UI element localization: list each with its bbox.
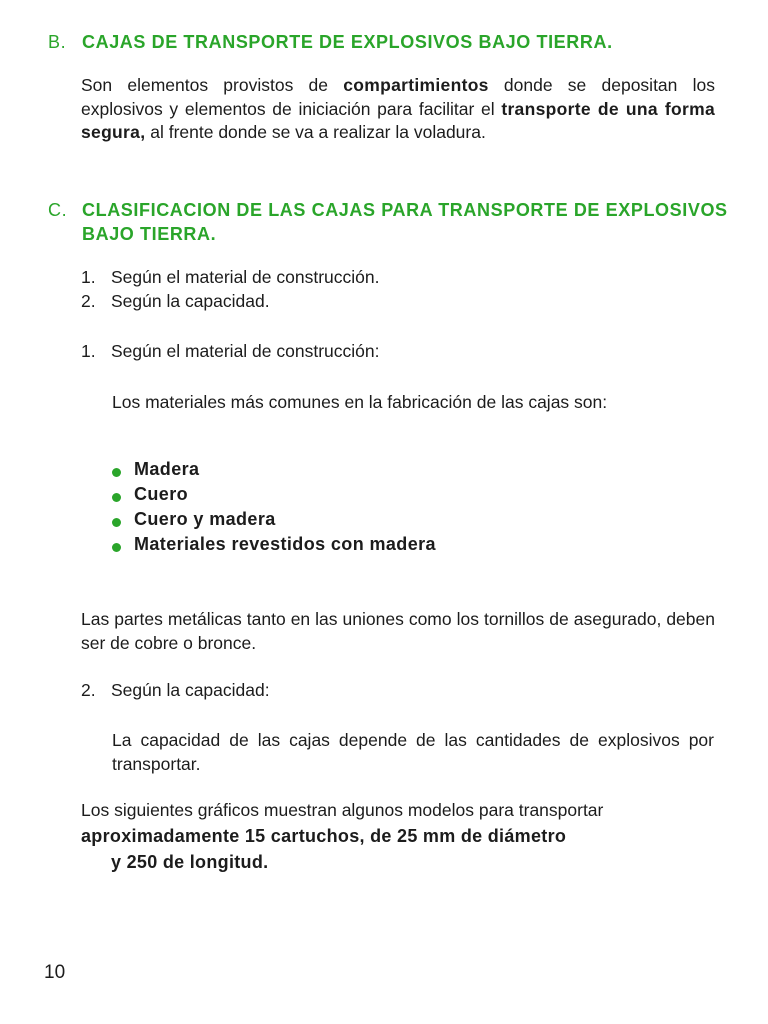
- final-text: Los siguientes gráficos muestran algunos modelos para transportar: [81, 800, 604, 820]
- final-paragraph: [81, 797, 715, 875]
- list-item: [81, 265, 379, 289]
- list-item-text: Según el material de construcción.: [111, 267, 380, 287]
- section-c-title: CLASIFICACION DE LAS CAJAS PARA TRANSPORTE DE EXPLOSIVOS BAJO TIERRA.: [82, 200, 728, 244]
- bullet-icon: [112, 493, 121, 502]
- bullet-icon: [112, 518, 121, 527]
- material-label: Materiales revestidos con madera: [134, 534, 436, 554]
- section-c-heading: [48, 198, 728, 246]
- list-item: [112, 457, 436, 482]
- subsection-2-number: 2.: [81, 680, 96, 700]
- list-item: [112, 532, 436, 557]
- list-item: [81, 289, 379, 313]
- materials-list: [112, 457, 436, 557]
- final-bold-1: aproximadamente 15 cartuchos, de 25 mm de diámetro: [81, 826, 567, 846]
- section-b-title: CAJAS DE TRANSPORTE DE EXPLOSIVOS BAJO TIERRA.: [82, 32, 613, 52]
- bullet-icon: [112, 468, 121, 477]
- section-c-letter: C.: [48, 200, 68, 220]
- section-b-bold-2: transporte de una forma segura,: [81, 98, 716, 142]
- classification-list: [81, 265, 379, 313]
- subsection-1-heading: [81, 339, 379, 363]
- material-label: Madera: [134, 459, 200, 479]
- section-b-text-2: donde se depositan los explosivos y elementos de iniciación para facilitar el: [81, 75, 715, 119]
- section-b-letter: B.: [48, 32, 67, 52]
- list-item: [112, 482, 436, 507]
- subsection-1-title: Según el material de construcción:: [111, 341, 380, 361]
- section-b-text-3: al frente donde se va a realizar la voladura.: [145, 122, 486, 142]
- bullet-icon: [112, 543, 121, 552]
- material-label: Cuero: [134, 484, 189, 504]
- section-b-text-1: Son elementos provistos de: [81, 75, 344, 95]
- page-number: 10: [44, 962, 66, 983]
- subsection-2-title: Según la capacidad:: [111, 680, 270, 700]
- list-item-number: 1.: [81, 267, 96, 287]
- material-label: Cuero y madera: [134, 509, 276, 529]
- final-bold-2: y 250 de longitud.: [111, 852, 269, 872]
- section-b-bold-1: compartimientos: [343, 75, 489, 95]
- subsection-2-heading: [81, 678, 270, 702]
- list-item: [112, 507, 436, 532]
- section-b-heading: [48, 30, 728, 54]
- section-b-paragraph: [81, 74, 715, 145]
- metal-parts-note: Las partes metálicas tanto en las uniones como los tornillos de asegurado, deben ser de cobre o bronce.: [81, 609, 715, 653]
- list-item-text: Según la capacidad.: [111, 291, 270, 311]
- capacity-text: La capacidad de las cajas depende de las cantidades de explosivos por transportar.: [112, 730, 714, 774]
- list-item-number: 2.: [81, 291, 96, 311]
- subsection-1-number: 1.: [81, 341, 96, 361]
- materials-intro: Los materiales más comunes en la fabricación de las cajas son:: [112, 392, 608, 412]
